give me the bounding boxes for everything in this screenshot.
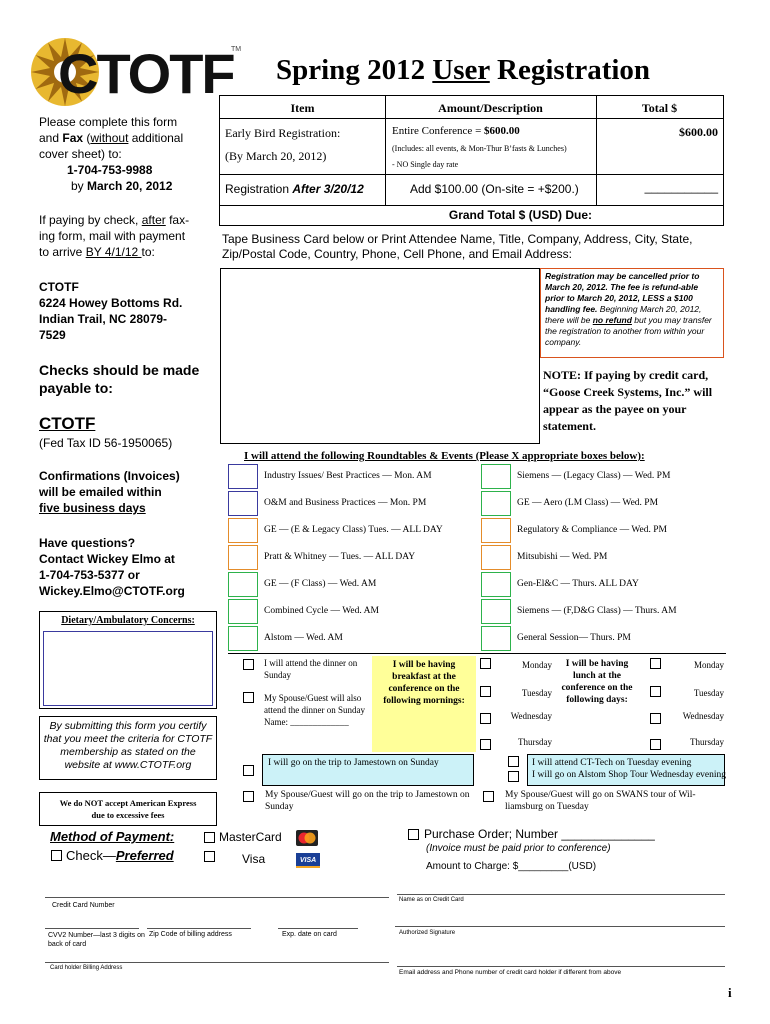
breakfast-wednesday-checkbox[interactable] xyxy=(480,713,491,724)
lunch-tuesday-label: Tuesday xyxy=(693,688,724,698)
lunch-monday-label: Monday xyxy=(694,660,724,670)
breakfast-tuesday-checkbox[interactable] xyxy=(480,686,491,697)
event-label-left-4: GE — (F Class) — Wed. AM xyxy=(264,579,377,589)
mastercard-label: MasterCard xyxy=(219,830,282,844)
registration-table xyxy=(219,95,724,226)
check-payment-label: Check—Preferred xyxy=(66,848,174,863)
after-registration-label: Registration After 3/20/12 xyxy=(225,182,364,196)
spouse-dinner-checkbox[interactable] xyxy=(243,692,254,703)
early-bird-total: $600.00 xyxy=(679,125,718,139)
lunch-thursday-label: Thursday xyxy=(690,737,724,747)
fax-number: 1-704-753-9988 xyxy=(67,163,153,177)
event-label-right-1: GE — Aero (LM Class) — Wed. PM xyxy=(517,498,659,508)
event-label-right-4: Gen-El&C — Thurs. ALL DAY xyxy=(517,579,639,589)
event-label-right-3: Mitsubishi — Wed. PM xyxy=(517,552,608,562)
event-checkbox-right-2[interactable] xyxy=(481,518,511,543)
credit-card-number-field[interactable]: Credit Card Number xyxy=(52,902,115,909)
credit-card-note: NOTE: If paying by credit card, “Goose Creek Systems, Inc.” will appear as the payee on your statement. xyxy=(543,368,713,433)
expiration-date-field[interactable]: Exp. date on card xyxy=(282,931,337,938)
cvv-field[interactable]: CVV2 Number—last 3 digits on back of card xyxy=(48,932,145,948)
early-bird-note: - NO Single day rate xyxy=(392,160,459,169)
lunch-wednesday-label: Wednesday xyxy=(682,711,724,721)
event-label-left-6: Alstom — Wed. AM xyxy=(264,633,343,643)
check-payment-checkbox[interactable] xyxy=(51,850,62,861)
event-checkbox-left-5[interactable] xyxy=(228,599,258,624)
events-left-column xyxy=(228,463,478,653)
lunch-monday-checkbox[interactable] xyxy=(650,658,661,669)
lunch-days xyxy=(646,656,726,752)
event-checkbox-right-1[interactable] xyxy=(481,491,511,516)
event-label-left-3: Pratt & Whitney — Tues. — ALL DAY xyxy=(264,552,416,562)
check-instructions: If paying by check, after fax- ing form, mail with payment to arrive BY 4/1/12 to: xyxy=(39,213,190,259)
evening-events: I will attend CT-Tech on Tuesday evening I will go on Alstom Shop Tour Wednesday evening xyxy=(527,754,725,786)
grand-total-field[interactable] xyxy=(596,206,723,225)
amount-to-charge[interactable]: Amount to Charge: $_________(USD) xyxy=(426,861,597,872)
spouse-jamestown-trip: My Spouse/Guest will go on the trip to Jamestown on Sunday xyxy=(265,790,470,812)
billing-address-field[interactable]: Card holder Billing Address xyxy=(50,965,123,971)
early-bird-label: Early Bird Registration: xyxy=(225,126,341,140)
jamestown-trip: I will go on the trip to Jamestown on Sunday xyxy=(262,754,474,786)
purchase-order-note: (Invoice must be paid prior to conference) xyxy=(426,843,611,854)
purchase-order-checkbox[interactable] xyxy=(408,829,419,840)
swans-tour: My Spouse/Guest will go on SWANS tour of Wil-liamsburg on Tuesday xyxy=(505,790,696,812)
visa-label: Visa xyxy=(242,852,266,866)
event-checkbox-right-3[interactable] xyxy=(481,545,511,570)
header-item: Item xyxy=(290,101,315,115)
breakfast-tuesday-label: Tuesday xyxy=(521,688,552,698)
breakfast-days xyxy=(476,656,554,752)
event-checkbox-left-3[interactable] xyxy=(228,545,258,570)
event-checkbox-right-5[interactable] xyxy=(481,599,511,624)
authorized-signature-field[interactable]: Authorized Signature xyxy=(399,930,456,936)
event-label-left-5: Combined Cycle — Wed. AM xyxy=(264,606,379,616)
event-checkbox-right-6[interactable] xyxy=(481,626,511,651)
breakfast-thursday-checkbox[interactable] xyxy=(480,739,491,750)
breakfast-thursday-label: Thursday xyxy=(518,737,552,747)
lunch-label: I will be having lunch at the conference on the following days: xyxy=(561,659,633,705)
event-checkbox-left-0[interactable] xyxy=(228,464,258,489)
page-title: Spring 2012 User Registration xyxy=(276,54,651,86)
event-checkbox-left-6[interactable] xyxy=(228,626,258,651)
cancellation-policy: Registration may be cancelled prior to March 20, 2012. The fee is refund-able prior to March 20, 2012, LESS a $100 handling fee. Beginning March 20, 2012, there will be no refund but you may transfer the registration to another from within your company. xyxy=(540,268,724,358)
mastercard-circles-icon xyxy=(296,830,318,846)
swans-tour-checkbox[interactable] xyxy=(483,791,494,802)
name-on-card-field[interactable]: Name as on Credit Card xyxy=(399,897,464,903)
lunch-tuesday-checkbox[interactable] xyxy=(650,686,661,697)
confirmations-note: Confirmations (Invoices) will be emailed within five business days xyxy=(39,469,180,515)
dietary-box xyxy=(39,611,217,709)
alternate-contact-field[interactable]: Email address and Phone number of credit card holder if different from above xyxy=(399,969,622,976)
dietary-input[interactable] xyxy=(43,631,213,706)
alstom-tour-checkbox[interactable] xyxy=(508,771,519,782)
events-heading: I will attend the following Roundtables & Events (Please X appropriate boxes below): xyxy=(244,450,645,462)
event-checkbox-left-1[interactable] xyxy=(228,491,258,516)
payee-name: CTOTF xyxy=(39,414,96,433)
event-label-right-6: General Session— Thurs. PM xyxy=(517,633,631,643)
lunch-thursday-checkbox[interactable] xyxy=(650,739,661,750)
business-card-area[interactable] xyxy=(220,268,540,444)
breakfast-wednesday-label: Wednesday xyxy=(510,711,552,721)
event-label-left-2: GE — (E & Legacy Class) Tues. — ALL DAY xyxy=(264,525,443,535)
breakfast-label: I will be having breakfast at the conference on the following mornings: xyxy=(372,656,476,752)
purchase-order-label: Purchase Order; Number ______________ xyxy=(424,827,655,841)
event-checkbox-left-2[interactable] xyxy=(228,518,258,543)
zip-code-field[interactable]: Zip Code of billing address xyxy=(149,931,232,938)
no-amex-note: We do NOT accept American Express due to excessive fees xyxy=(39,792,217,826)
certify-statement: By submitting this form you certify that you meet the criteria for CTOTF membership as stated on the website at www.CTOTF.org xyxy=(39,716,217,780)
breakfast-monday-checkbox[interactable] xyxy=(480,658,491,669)
event-checkbox-right-0[interactable] xyxy=(481,464,511,489)
mailing-address: CTOTF 6224 Howey Bottoms Rd. Indian Trail, NC 28079- 7529 xyxy=(39,280,183,342)
visa-checkbox[interactable] xyxy=(204,851,215,862)
page-number: i xyxy=(728,985,732,1000)
business-card-instructions: Tape Business Card below or Print Attendee Name, Title, Company, Address, City, State, Zip/Postal Code, Country, Phone, Cell Phone, and Email Address: xyxy=(222,232,693,261)
method-of-payment-label: Method of Payment: xyxy=(50,829,175,844)
breakfast-monday-label: Monday xyxy=(522,660,552,670)
event-checkbox-right-4[interactable] xyxy=(481,572,511,597)
mastercard-logo-icon xyxy=(296,830,318,846)
after-registration-total-field[interactable]: ___________ xyxy=(644,180,718,194)
jamestown-checkbox[interactable] xyxy=(243,765,254,776)
ctotf-logo xyxy=(28,34,248,110)
event-label-left-1: O&M and Business Practices — Mon. PM xyxy=(264,498,427,508)
early-bird-includes: (Includes: all events, & Mon-Thur B’fasts & Lunches) xyxy=(392,144,567,153)
logo-text: CTOTF xyxy=(58,42,234,105)
fax-instructions: Please complete this form and Fax (without additional cover sheet) to: 1-704-753-9988 by March 20, 2012 xyxy=(39,114,219,194)
questions-contact: Have questions? Contact Wickey Elmo at 1-704-753-5377 or Wickey.Elmo@CTOTF.org xyxy=(39,536,185,598)
dietary-label: Dietary/Ambulatory Concerns: xyxy=(61,615,195,626)
early-bird-amount: Entire Conference = $600.00 xyxy=(392,125,520,137)
trademark-mark: TM xyxy=(231,46,242,53)
header-total: Total $ xyxy=(641,101,678,115)
lunch-wednesday-checkbox[interactable] xyxy=(650,713,661,724)
dinner-label: I will attend the dinner on Sunday xyxy=(264,658,358,680)
tax-id: (Fed Tax ID 56-1950065) xyxy=(39,436,173,450)
event-checkbox-left-4[interactable] xyxy=(228,572,258,597)
spouse-jamestown-checkbox[interactable] xyxy=(243,791,254,802)
ct-tech-checkbox[interactable] xyxy=(508,756,519,767)
event-label-left-0: Industry Issues/ Best Practices — Mon. AM xyxy=(264,471,432,481)
header-amount: Amount/Description xyxy=(438,101,543,115)
after-registration-amount: Add $100.00 (On-site = +$200.) xyxy=(410,182,579,196)
early-bird-date: (By March 20, 2012) xyxy=(225,149,327,163)
grand-total-label: Grand Total $ (USD) Due: xyxy=(448,208,592,222)
events-right-column xyxy=(481,463,731,653)
event-label-right-2: Regulatory & Compliance — Wed. PM xyxy=(517,525,667,535)
spouse-dinner-label: My Spouse/Guest will also attend the dinner on Sunday Name: _____________ xyxy=(264,693,365,727)
payable-label: Checks should be made payable to: xyxy=(39,362,200,396)
event-label-right-0: Siemens — (Legacy Class) — Wed. PM xyxy=(517,471,671,481)
dinner-checkbox[interactable] xyxy=(243,659,254,670)
visa-logo-icon: VISA xyxy=(296,853,320,868)
event-label-right-5: Siemens — (F,D&G Class) — Thurs. AM xyxy=(517,606,677,616)
mastercard-checkbox[interactable] xyxy=(204,832,215,843)
